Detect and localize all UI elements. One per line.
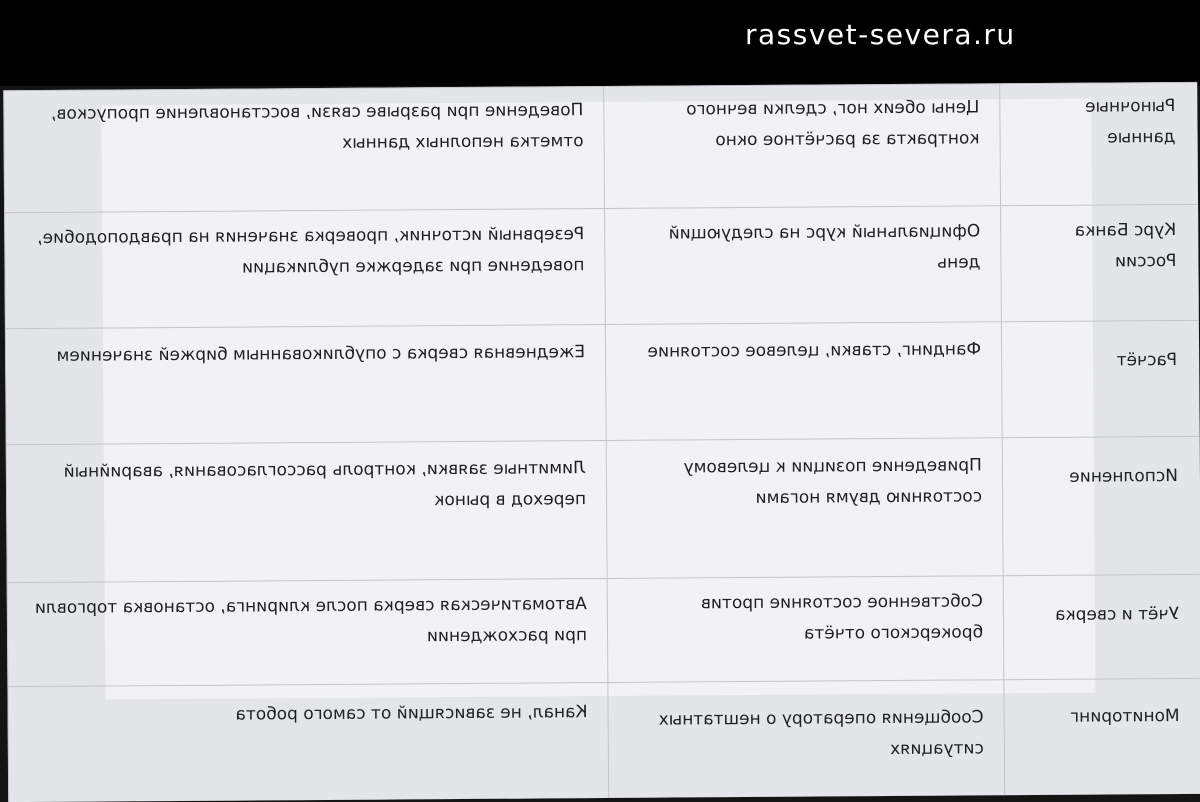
row-check: Ежедневная сверка с опубликованным биржей значением: [5, 325, 606, 445]
row-action: Цены обеих ног, сделки вечного контракта за расчётное окно: [604, 84, 1001, 209]
table-row: [5, 204, 1200, 328]
row-check: Поведение при разрыве связи, восстановление пропусков, отметка неполных данных: [4, 87, 605, 213]
row-label: Рыночные данные: [1000, 82, 1199, 205]
row-label: Учёт и сверка: [1003, 574, 1200, 679]
row-check: Автоматическая сверка после клиринга, остановка торговли при расхождении: [7, 578, 608, 686]
table-row: [4, 82, 1199, 212]
table-row: [5, 320, 1200, 444]
row-action: Официальный курс на следующий день: [605, 206, 1002, 325]
row-action: Приведение позиции к целевому состоянию двумя ногами: [606, 438, 1003, 579]
table-row: [8, 678, 1200, 802]
row-action: Собственное состояние против брокерского отчёта: [607, 576, 1004, 683]
row-label: Курс Банка России: [1001, 204, 1200, 321]
top-bar: [0, 0, 1200, 86]
site-name: rassvet-severa.ru: [745, 18, 1016, 51]
document-sheet: [3, 82, 1200, 802]
row-check: Резервный источник, проверка значения на правдоподобие, поведение при задержке публикации: [5, 209, 606, 329]
row-action: Фандинг, ставки, целевое состояние: [605, 322, 1002, 441]
table-row: [7, 574, 1200, 686]
table-row: [6, 436, 1200, 582]
row-label: Расчёт: [1001, 320, 1200, 437]
row-check: Лимитные заявки, контроль рассогласования, аварийный переход в рынок: [6, 440, 607, 582]
row-action: Сообщения оператору о нештатных ситуациях: [608, 680, 1005, 799]
row-label: Исполнение: [1002, 436, 1200, 575]
row-check: Канал, не зависящий от самого робота: [8, 682, 609, 802]
row-label: Мониторинг: [1004, 678, 1200, 795]
process-table: [3, 82, 1200, 802]
